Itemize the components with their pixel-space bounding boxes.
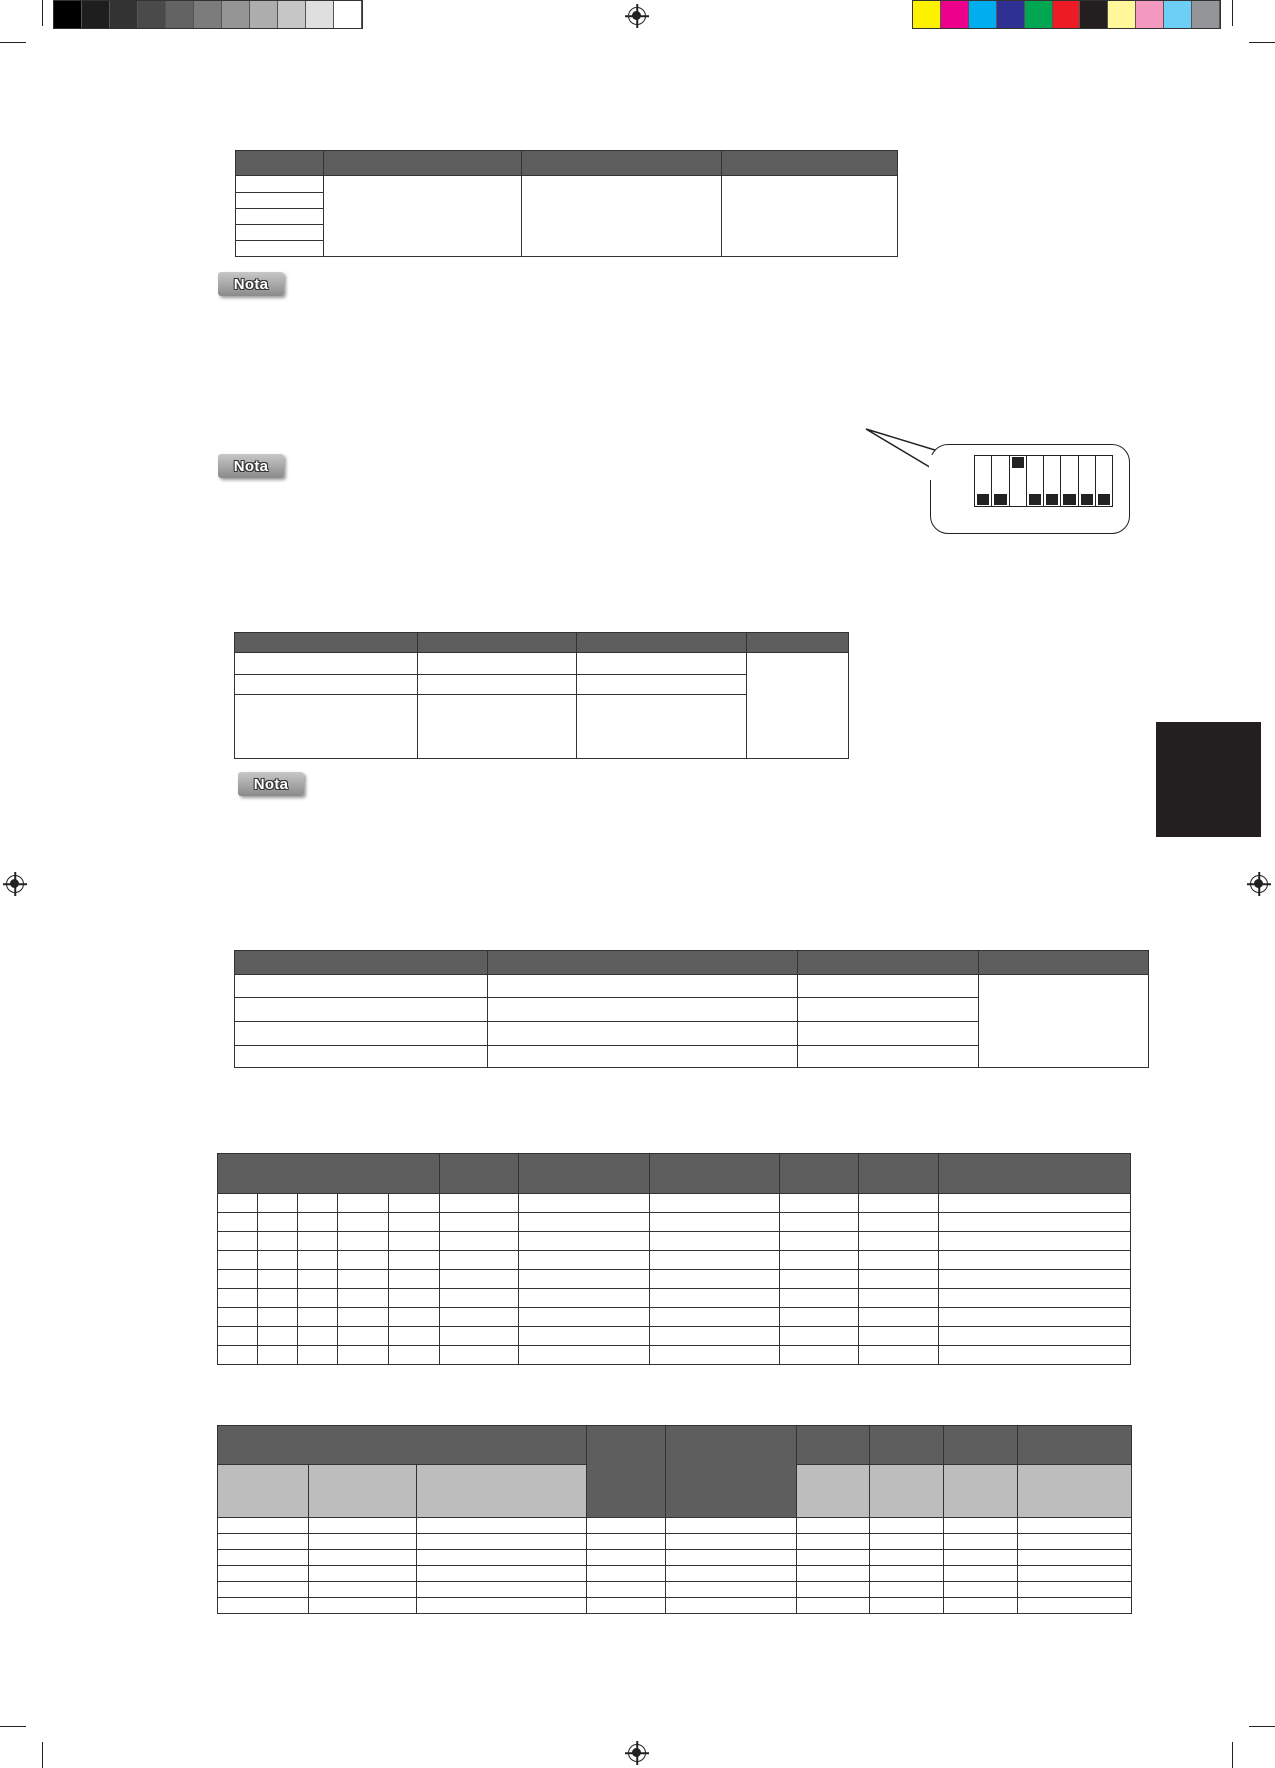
- swatch: [250, 1, 278, 28]
- table-cell: [389, 1308, 440, 1327]
- table-cell: [338, 1346, 389, 1365]
- table-cell: [389, 1213, 440, 1232]
- table-cell: [236, 193, 324, 209]
- crop-mark: [1249, 1726, 1275, 1727]
- table-subheader-cell: [218, 1465, 309, 1518]
- table-cell: [440, 1327, 519, 1346]
- swatch: [997, 1, 1025, 28]
- table-cell: [797, 1550, 870, 1566]
- table-cell: [870, 1598, 944, 1614]
- table-cell: [338, 1213, 389, 1232]
- table-cell: [798, 1046, 979, 1068]
- table-cell: [797, 1582, 870, 1598]
- table-cell: [939, 1327, 1131, 1346]
- table-header-cell: [979, 951, 1149, 975]
- table-cell: [859, 1270, 939, 1289]
- table-cell: [944, 1566, 1018, 1582]
- table-cell: [798, 975, 979, 998]
- dip-switch-knob: [994, 494, 1006, 505]
- table-cell: [235, 695, 418, 759]
- crop-mark: [1232, 0, 1233, 26]
- table-cell: [859, 1251, 939, 1270]
- table-cell: [870, 1550, 944, 1566]
- swatch: [913, 1, 941, 28]
- table-cell: [389, 1251, 440, 1270]
- table-cell: [859, 1194, 939, 1213]
- table-cell: [650, 1232, 780, 1251]
- table-cell: [587, 1518, 666, 1534]
- registration-mark-bottom: [628, 1744, 646, 1762]
- table-cell: [666, 1518, 797, 1534]
- table-cell: [258, 1308, 298, 1327]
- table-cell: [218, 1194, 258, 1213]
- table-cell: [780, 1327, 859, 1346]
- table-cell: [218, 1251, 258, 1270]
- swatch: [138, 1, 166, 28]
- table-cell: [747, 653, 849, 759]
- table-cell: [298, 1289, 338, 1308]
- table-row: [218, 1213, 1131, 1232]
- table-cell: [859, 1327, 939, 1346]
- table-cell: [440, 1232, 519, 1251]
- dip-switch-lever: [1061, 456, 1078, 506]
- table-cell: [218, 1534, 309, 1550]
- table-cell: [417, 1582, 587, 1598]
- table-cell: [417, 1566, 587, 1582]
- table-cell: [417, 1598, 587, 1614]
- table-header-cell: [587, 1426, 666, 1518]
- table-cell: [587, 1582, 666, 1598]
- table-cell: [258, 1251, 298, 1270]
- table-cell: [218, 1518, 309, 1534]
- table-header-cell: [747, 633, 849, 653]
- table-cell: [780, 1194, 859, 1213]
- table-cell: [780, 1232, 859, 1251]
- dip-switch-knob: [1046, 494, 1058, 505]
- dip-switch-knob: [1081, 494, 1093, 505]
- table-cell: [859, 1308, 939, 1327]
- table-cell: [338, 1270, 389, 1289]
- table-cell: [258, 1232, 298, 1251]
- table-header-cell: [722, 151, 898, 176]
- table-cell: [944, 1582, 1018, 1598]
- dip-switch-lever: [1044, 456, 1061, 506]
- table-cell: [798, 998, 979, 1022]
- table-header-cell: [235, 951, 488, 975]
- table-cell: [939, 1270, 1131, 1289]
- table-row: [218, 1534, 1132, 1550]
- table-cell: [417, 1518, 587, 1534]
- table-cell: [519, 1251, 650, 1270]
- table-cell: [258, 1194, 298, 1213]
- swatch: [194, 1, 222, 28]
- crop-mark: [42, 1742, 43, 1768]
- table-cell: [944, 1518, 1018, 1534]
- table-header-cell: [218, 1154, 440, 1194]
- table-cell: [298, 1232, 338, 1251]
- table-cell: [389, 1289, 440, 1308]
- crop-mark: [1232, 1742, 1233, 1768]
- table-cell: [797, 1566, 870, 1582]
- table-cell: [338, 1232, 389, 1251]
- table-cell: [235, 653, 418, 675]
- table-subheader-cell: [417, 1465, 587, 1518]
- swatch: [54, 1, 82, 28]
- table-row: [218, 1270, 1131, 1289]
- table-cell: [218, 1566, 309, 1582]
- table-cell: [650, 1346, 780, 1365]
- table-cell: [519, 1232, 650, 1251]
- table-header-cell: [870, 1426, 944, 1465]
- table-cell: [650, 1327, 780, 1346]
- table-cell: [979, 975, 1149, 1068]
- table-header-cell: [944, 1426, 1018, 1465]
- table-cell: [309, 1566, 417, 1582]
- table-cell: [1018, 1566, 1132, 1582]
- table-cell: [389, 1327, 440, 1346]
- table-header-cell: [488, 951, 798, 975]
- table-cell: [488, 1022, 798, 1046]
- table-header-cell: [798, 951, 979, 975]
- table-row: [218, 1327, 1131, 1346]
- swatch: [306, 1, 334, 28]
- table-header-cell: [859, 1154, 939, 1194]
- table-cell: [577, 675, 747, 695]
- table-cell: [859, 1232, 939, 1251]
- table-header-cell: [939, 1154, 1131, 1194]
- swatch: [1136, 1, 1164, 28]
- table-cell: [650, 1270, 780, 1289]
- table-header-cell: [1018, 1426, 1132, 1465]
- table-cell: [338, 1327, 389, 1346]
- table-cell: [218, 1232, 258, 1251]
- table-subheader-cell: [797, 1465, 870, 1518]
- table-cell: [939, 1213, 1131, 1232]
- table-cell: [650, 1289, 780, 1308]
- table-cell: [650, 1251, 780, 1270]
- table-cell: [218, 1346, 258, 1365]
- table-cell: [859, 1213, 939, 1232]
- table-cell: [939, 1346, 1131, 1365]
- table-row: [218, 1550, 1132, 1566]
- table-cell: [235, 1022, 488, 1046]
- table-cell: [309, 1550, 417, 1566]
- table-cell: [417, 1550, 587, 1566]
- table-cell: [418, 653, 577, 675]
- swatch: [82, 1, 110, 28]
- table-cell: [944, 1534, 1018, 1550]
- table-cell: [666, 1550, 797, 1566]
- table-cell: [298, 1251, 338, 1270]
- table-cell: [870, 1534, 944, 1550]
- dip-switch-lever: [975, 456, 992, 506]
- table-cell: [309, 1582, 417, 1598]
- dip-switch-lever: [1079, 456, 1096, 506]
- table-cell: [389, 1346, 440, 1365]
- table-cell: [418, 695, 577, 759]
- table-cell: [324, 176, 522, 257]
- table-cell: [870, 1518, 944, 1534]
- table-cell: [1018, 1534, 1132, 1550]
- table-cell: [218, 1308, 258, 1327]
- table-cell: [587, 1550, 666, 1566]
- table-cell: [939, 1308, 1131, 1327]
- table-cell: [859, 1346, 939, 1365]
- table-cell: [235, 998, 488, 1022]
- table-cell: [519, 1213, 650, 1232]
- swatch: [941, 1, 969, 28]
- table-cell: [780, 1346, 859, 1365]
- table-cell: [309, 1518, 417, 1534]
- table-cell: [780, 1270, 859, 1289]
- swatch: [222, 1, 250, 28]
- table-cell: [650, 1213, 780, 1232]
- dip-switch-lever: [1096, 456, 1112, 506]
- table-cell: [870, 1582, 944, 1598]
- crop-mark: [0, 42, 26, 43]
- table-cell: [218, 1550, 309, 1566]
- table-cell: [417, 1534, 587, 1550]
- table-row: [218, 1518, 1132, 1534]
- table-cell: [1018, 1582, 1132, 1598]
- table-cell: [488, 998, 798, 1022]
- table-cell: [650, 1194, 780, 1213]
- section-tab: [1156, 722, 1261, 837]
- color-bar: [912, 0, 1221, 29]
- table-cell: [939, 1232, 1131, 1251]
- table-cell: [218, 1598, 309, 1614]
- table-header-cell: [666, 1426, 797, 1518]
- table-header-cell: [235, 633, 418, 653]
- table-cell: [577, 695, 747, 759]
- table-cell: [389, 1270, 440, 1289]
- table-cell: [797, 1518, 870, 1534]
- dip-switch: [974, 455, 1113, 507]
- table-cell: [577, 653, 747, 675]
- registration-mark-right: [1250, 875, 1268, 893]
- table-header-cell: [797, 1426, 870, 1465]
- dip-switch-knob: [1012, 457, 1024, 468]
- table-row: [218, 1251, 1131, 1270]
- table-cell: [338, 1194, 389, 1213]
- table-cell: [780, 1308, 859, 1327]
- swatch: [278, 1, 306, 28]
- table-header-cell: [650, 1154, 780, 1194]
- registration-mark-left: [6, 875, 24, 893]
- dip-switch-lever: [992, 456, 1009, 506]
- table-cell: [258, 1213, 298, 1232]
- crop-mark: [0, 1726, 26, 1727]
- table-cell: [780, 1213, 859, 1232]
- table-cell: [939, 1194, 1131, 1213]
- table-cell: [418, 675, 577, 695]
- crop-mark: [1249, 42, 1275, 43]
- table-cell: [218, 1582, 309, 1598]
- table-row: [218, 1289, 1131, 1308]
- note-badge: Nota: [238, 772, 304, 796]
- table-cell: [298, 1308, 338, 1327]
- table-row: [218, 1346, 1131, 1365]
- table-cell: [666, 1598, 797, 1614]
- swatch: [1192, 1, 1220, 28]
- table-cell: [1018, 1598, 1132, 1614]
- table-cell: [440, 1346, 519, 1365]
- table-header-cell: [440, 1154, 519, 1194]
- table-cell: [587, 1534, 666, 1550]
- table-cell: [298, 1194, 338, 1213]
- table-cell: [1018, 1550, 1132, 1566]
- crop-mark: [42, 0, 43, 26]
- table-cell: [338, 1251, 389, 1270]
- table-cell: [488, 1046, 798, 1068]
- dip-switch-lever: [1027, 456, 1044, 506]
- gray-scale-bar: [53, 0, 363, 29]
- table-cell: [218, 1270, 258, 1289]
- table-cell: [236, 176, 324, 193]
- registration-mark-top: [628, 7, 646, 25]
- table-cell: [218, 1289, 258, 1308]
- table-header-cell: [418, 633, 577, 653]
- callout-pointer-mask: [929, 455, 935, 480]
- table-cell: [519, 1289, 650, 1308]
- table-cell: [258, 1327, 298, 1346]
- table-cell: [519, 1327, 650, 1346]
- table-cell: [235, 975, 488, 998]
- table-cell: [218, 1213, 258, 1232]
- table-cell: [298, 1270, 338, 1289]
- table-cell: [440, 1270, 519, 1289]
- table-cell: [236, 209, 324, 225]
- table-header-cell: [577, 633, 747, 653]
- table-cell: [338, 1308, 389, 1327]
- table-cell: [519, 1346, 650, 1365]
- table-cell: [780, 1289, 859, 1308]
- dip-switch-knob: [1029, 494, 1041, 505]
- swatch: [969, 1, 997, 28]
- table-cell: [440, 1289, 519, 1308]
- swatch: [1080, 1, 1108, 28]
- swatch: [1108, 1, 1136, 28]
- table-header-cell: [324, 151, 522, 176]
- table-cell: [859, 1289, 939, 1308]
- dip-switch-knob: [1063, 494, 1075, 505]
- table-header-cell: [236, 151, 324, 176]
- table-cell: [440, 1251, 519, 1270]
- table-cell: [440, 1213, 519, 1232]
- table-row: [218, 1598, 1132, 1614]
- table-row: [218, 1582, 1132, 1598]
- table-cell: [519, 1308, 650, 1327]
- table-4: [217, 1153, 1131, 1365]
- swatch: [334, 1, 362, 28]
- table-cell: [722, 176, 898, 257]
- table-cell: [338, 1289, 389, 1308]
- table-cell: [519, 1270, 650, 1289]
- table-cell: [298, 1213, 338, 1232]
- table-cell: [258, 1289, 298, 1308]
- dip-switch-knob: [1098, 494, 1110, 505]
- swatch: [1025, 1, 1053, 28]
- table-header-cell: [522, 151, 722, 176]
- table-cell: [650, 1308, 780, 1327]
- table-cell: [939, 1251, 1131, 1270]
- table-cell: [797, 1534, 870, 1550]
- table-3: [234, 950, 1149, 1068]
- table-cell: [666, 1566, 797, 1582]
- table-cell: [666, 1534, 797, 1550]
- table-cell: [519, 1194, 650, 1213]
- dip-switch-callout: [930, 444, 1130, 534]
- table-header-cell: [780, 1154, 859, 1194]
- dip-switch-lever: [1010, 456, 1027, 506]
- table-cell: [587, 1566, 666, 1582]
- table-cell: [440, 1308, 519, 1327]
- swatch: [1053, 1, 1081, 28]
- table-row: [218, 1232, 1131, 1251]
- table-cell: [944, 1598, 1018, 1614]
- note-badge: Nota: [218, 272, 284, 296]
- table-cell: [235, 1046, 488, 1068]
- table-cell: [236, 225, 324, 241]
- table-cell: [235, 675, 418, 695]
- table-subheader-cell: [870, 1465, 944, 1518]
- swatch: [110, 1, 138, 28]
- table-cell: [389, 1232, 440, 1251]
- table-cell: [298, 1327, 338, 1346]
- table-cell: [797, 1598, 870, 1614]
- table-cell: [522, 176, 722, 257]
- table-cell: [798, 1022, 979, 1046]
- table-header-cell: [519, 1154, 650, 1194]
- table-cell: [309, 1598, 417, 1614]
- table-cell: [298, 1346, 338, 1365]
- table-subheader-cell: [309, 1465, 417, 1518]
- table-cell: [780, 1251, 859, 1270]
- table-row: [218, 1194, 1131, 1213]
- table-cell: [258, 1346, 298, 1365]
- table-cell: [870, 1566, 944, 1582]
- table-row: [218, 1308, 1131, 1327]
- table-cell: [389, 1194, 440, 1213]
- table-cell: [309, 1534, 417, 1550]
- table-cell: [488, 975, 798, 998]
- swatch: [166, 1, 194, 28]
- table-2: [234, 632, 849, 759]
- table-subheader-cell: [1018, 1465, 1132, 1518]
- table-cell: [666, 1582, 797, 1598]
- table-cell: [1018, 1518, 1132, 1534]
- table-5: [217, 1425, 1132, 1614]
- table-1: [235, 150, 898, 257]
- table-cell: [939, 1289, 1131, 1308]
- table-cell: [440, 1194, 519, 1213]
- note-badge: Nota: [218, 454, 284, 478]
- table-cell: [944, 1550, 1018, 1566]
- table-row: [218, 1566, 1132, 1582]
- dip-switch-knob: [977, 494, 989, 505]
- table-cell: [258, 1270, 298, 1289]
- table-cell: [587, 1598, 666, 1614]
- swatch: [1164, 1, 1192, 28]
- table-subheader-cell: [944, 1465, 1018, 1518]
- table-header-cell: [218, 1426, 587, 1465]
- table-cell: [236, 241, 324, 257]
- table-cell: [218, 1327, 258, 1346]
